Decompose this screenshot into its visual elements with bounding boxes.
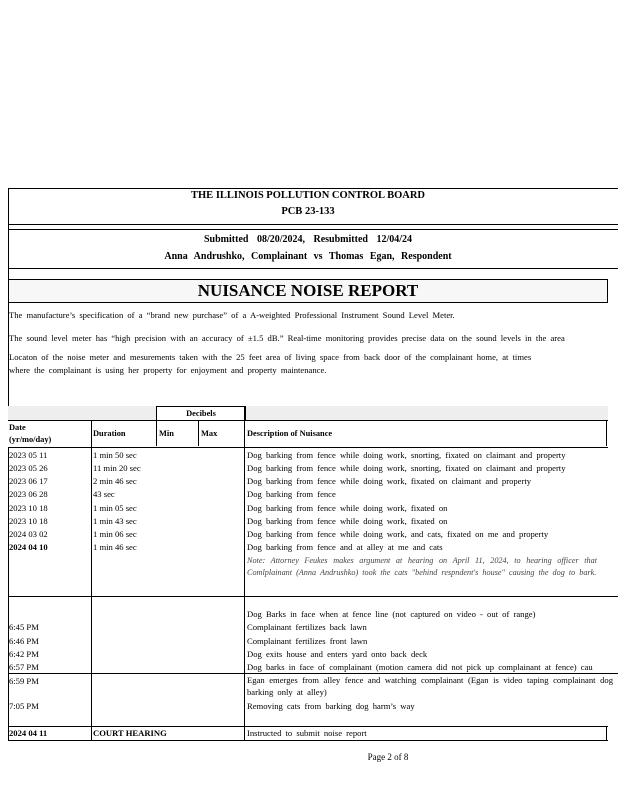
row-description: Dog barking from fence	[247, 489, 336, 499]
location-paragraph-line2: where the complainant is using her property for enjoyment and property maintenance.	[9, 365, 327, 375]
col-max: Max	[201, 429, 218, 438]
table-row	[8, 489, 618, 502]
event-description: Complainant fertilizes back lawn	[247, 622, 367, 632]
row-date: 2024 04 10	[9, 542, 48, 552]
table-row	[8, 649, 618, 662]
table-row	[8, 529, 618, 542]
row-duration: 11 min 20 sec	[93, 463, 141, 473]
row-date: 2024 03 02	[9, 529, 48, 539]
col-min: Min	[159, 429, 174, 438]
event-time: 6:57 PM	[9, 662, 39, 672]
board-title: THE ILLINOIS POLLUTION CONTROL BOARD	[191, 190, 425, 201]
row-duration: 1 min 50 sec	[93, 450, 137, 460]
precision-paragraph: The sound level meter has “high precision with an accuracy of ±1.5 dB.” Real-time monitoring provides precise data on the sound levels in the area	[9, 333, 565, 343]
row-date: 2023 10 18	[9, 516, 48, 526]
row-description: Dog barking from fence while doing work, snorting, fixated on claimant and property	[247, 463, 566, 473]
table-row	[8, 516, 618, 529]
spec-paragraph: The manufacture’s specification of a “brand new purchase” of a A-weighted Professional Instrument Sound Level Meter.	[9, 310, 455, 320]
row-date: 2023 06 17	[9, 476, 48, 486]
case-number: PCB 23-133	[281, 206, 335, 217]
event-time: 6:46 PM	[9, 636, 39, 646]
row-description: Dog barking from fence while doing work, fixated on	[247, 516, 448, 526]
court-description: Instructed to submit noise report	[247, 728, 367, 738]
row-description: Dog barking from fence while doing work, fixated on	[247, 503, 448, 513]
row-description: Dog barking from fence while doing work, fixated on claimant and property	[247, 476, 532, 486]
row-description: Dog barking from fence while doing work, snorting, fixated on claimant and property	[247, 450, 566, 460]
court-date: 2024 04 11	[9, 728, 48, 738]
col-date-line1: Date	[9, 423, 26, 432]
table-row	[8, 463, 618, 476]
event-description: Egan emerges from alley fence and watching complainant (Egan is video taping complainant dog barking only at alley)	[247, 675, 613, 697]
attorney-note: Note: Attorney Feukes makes argument at hearing on April 11, 2024, to hearing officer that Comlplainant (Anna Andrushko) took the cats "behind respndent's house" causing the dog to bark.	[247, 556, 597, 577]
table-header-band	[8, 406, 608, 420]
court-label: COURT HEARING	[93, 728, 167, 738]
event-time: 7:05 PM	[9, 701, 39, 711]
table-row	[8, 701, 618, 714]
row-description: Dog barking from fence while doing work, and cats, fixated on me and property	[247, 529, 549, 539]
row-duration: 1 min 43 sec	[93, 516, 137, 526]
col-date-line2: (yr/mo/day)	[9, 435, 52, 444]
table-row	[8, 542, 618, 555]
row-date: 2023 05 11	[9, 450, 48, 460]
table-row	[8, 503, 618, 516]
event-time: 6:42 PM	[9, 649, 39, 659]
row-date: 2023 10 18	[9, 503, 48, 513]
row-date: 2023 06 28	[9, 489, 48, 499]
table-row	[8, 476, 618, 489]
col-duration: Duration	[93, 429, 126, 438]
location-paragraph-line1: Locaton of the noise meter and mesurements taken with the 25 feet area of living space from back door of the complainant home, at times	[9, 352, 532, 362]
event-time: 6:59 PM	[9, 676, 39, 686]
row-duration: 2 min 46 sec	[93, 476, 137, 486]
row-duration: 1 min 06 sec	[93, 529, 137, 539]
event-description: Dog barks in face of complainant (motion camera did not pick up complainant at fence) cau	[247, 662, 593, 672]
row-duration: 1 min 46 sec	[93, 542, 137, 552]
col-description: Description of Nuisance	[247, 429, 333, 438]
report-title: NUISANCE NOISE REPORT	[8, 279, 608, 303]
event-time: 6:45 PM	[9, 622, 39, 632]
event-description: Complainant fertilizes front lawn	[247, 636, 368, 646]
submitted-line: Submitted 08/20/2024, Resubmitted 12/04/24	[203, 234, 412, 245]
court-hearing-row	[8, 728, 618, 741]
decibels-header: Decibels	[156, 406, 246, 420]
event-description: Removing cats from barking dog harm’s way	[247, 701, 415, 711]
page-number: Page 2 of 8	[367, 752, 409, 762]
row-duration: 43 sec	[93, 489, 115, 499]
table-row	[8, 636, 618, 649]
parties-line: Anna Andrushko, Complainant vs Thomas Egan, Respondent	[164, 251, 452, 262]
table-row	[8, 450, 618, 463]
table-header-row	[8, 420, 608, 448]
events-intro-row	[8, 609, 618, 622]
row-duration: 1 min 05 sec	[93, 503, 137, 513]
event-description: Dog exits house and enters yard onto back deck	[247, 649, 428, 659]
row-description: Dog barking from fence and at alley at me and cats	[247, 542, 443, 552]
table-row	[8, 622, 618, 635]
events-intro: Dog Barks in face when at fence line (not captured on video - out of range)	[247, 609, 536, 619]
row-date: 2023 05 26	[9, 463, 48, 473]
